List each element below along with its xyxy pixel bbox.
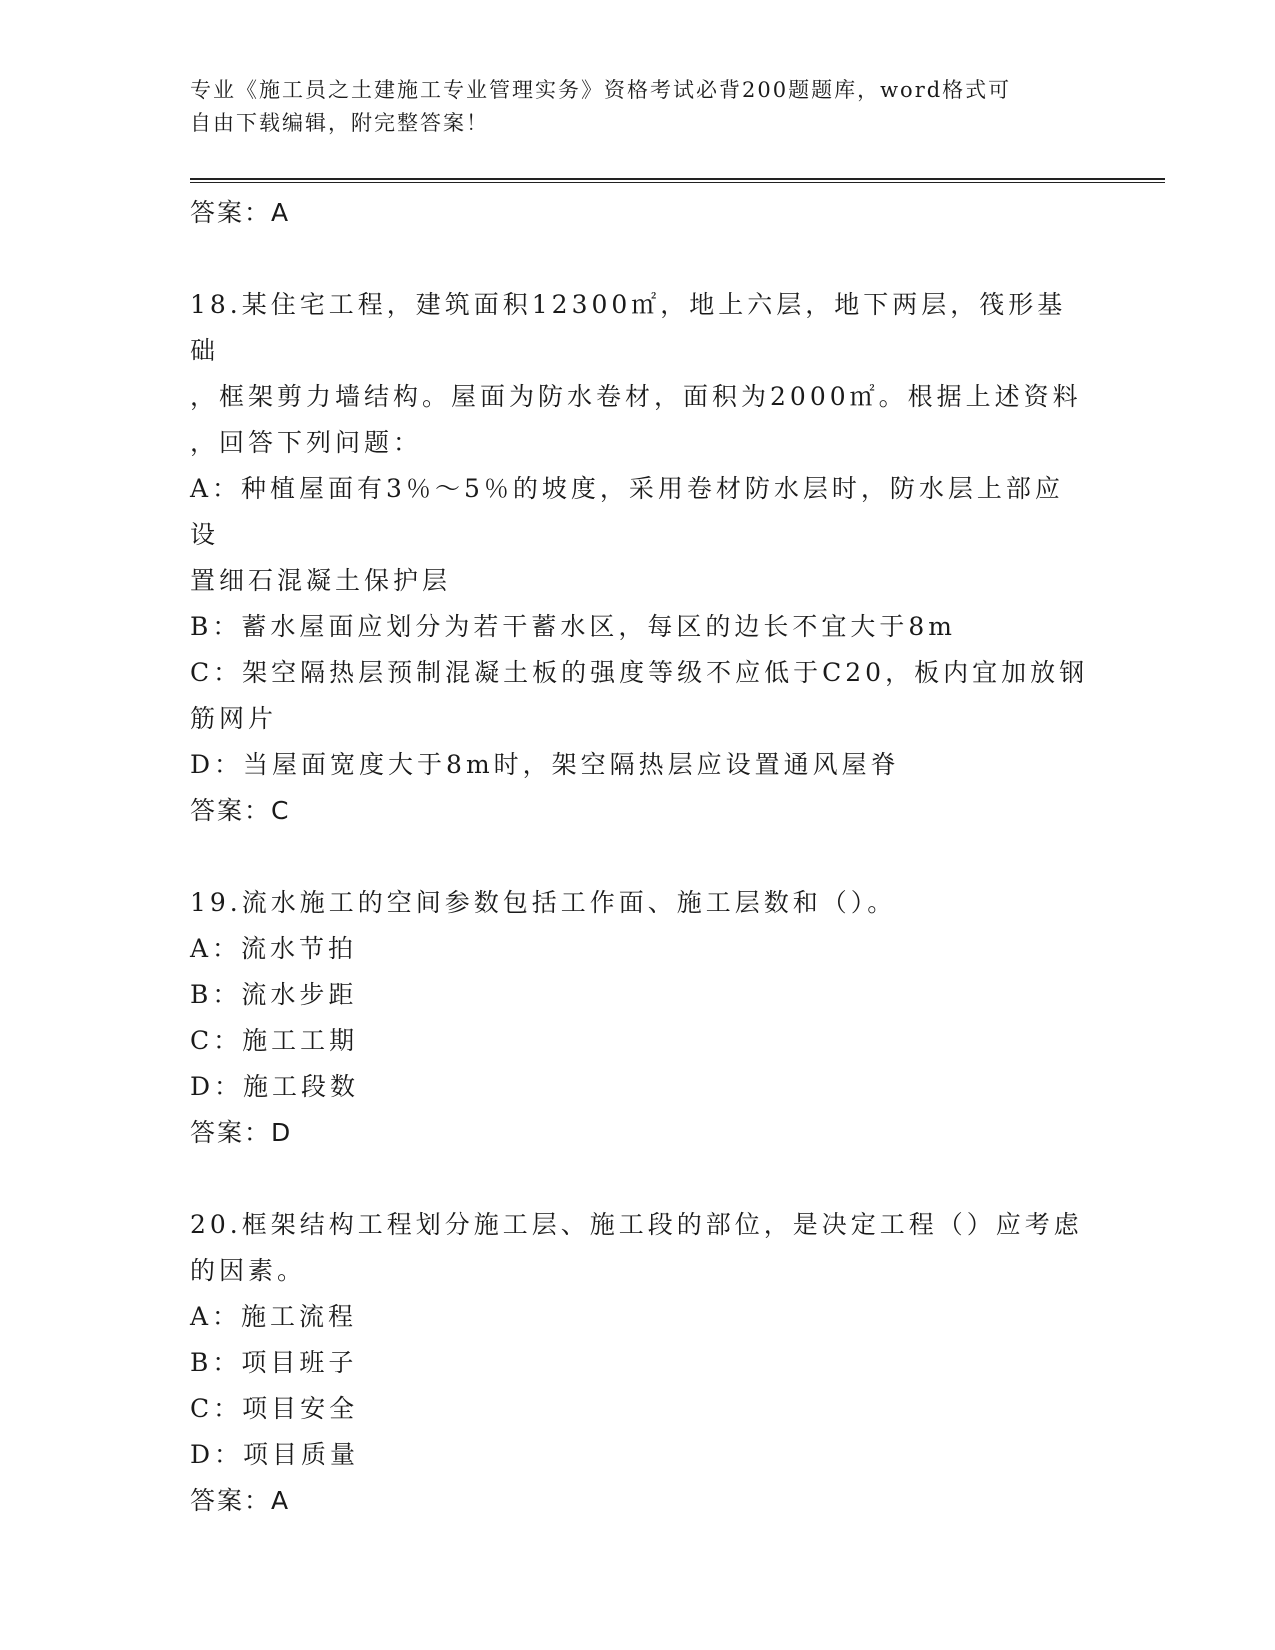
question-20-stem-line-2: 的因素。	[190, 1256, 307, 1285]
answer-20: 答案：A	[190, 1486, 291, 1515]
question-18-stem-line-2: ，框架剪力墙结构。屋面为防水卷材，面积为2000㎡。根据上述资料	[190, 382, 1082, 411]
question-18-stem-line-3: ，回答下列问题：	[190, 428, 423, 457]
answer-19: 答案：D	[190, 1118, 293, 1147]
header-line-1: 专业《施工员之土建施工专业管理实务》资格考试必背200题题库，word格式可	[190, 78, 1012, 102]
question-20-option-d: D：项目质量	[190, 1440, 360, 1469]
question-20-option-b: B：项目班子	[190, 1348, 358, 1377]
question-19-option-c: C：施工工期	[190, 1026, 359, 1055]
page-header	[190, 74, 1090, 140]
question-18-option-b: B：蓄水屋面应划分为若干蓄水区，每区的边长不宜大于8m	[190, 612, 956, 641]
header-divider	[190, 178, 1165, 183]
question-18-option-a-line-2: 置细石混凝土保护层	[190, 566, 452, 595]
question-20-option-a: A：施工流程	[190, 1302, 358, 1331]
question-18-stem-line-1: 18.某住宅工程，建筑面积12300㎡，地上六层，地下两层，筏形基础	[190, 290, 1067, 365]
question-18-option-c-line-2: 筋网片	[190, 704, 278, 733]
question-20-option-c: C：项目安全	[190, 1394, 359, 1423]
document-body	[190, 190, 1090, 1524]
question-19-option-b: B：流水步距	[190, 980, 358, 1009]
question-20	[190, 1202, 1090, 1524]
answer-18: 答案：C	[190, 796, 291, 825]
question-19-stem: 19.流水施工的空间参数包括工作面、施工层数和（）。	[190, 888, 897, 917]
answer-17: 答案：A	[190, 198, 291, 227]
question-18-option-d: D：当屋面宽度大于8m时，架空隔热层应设置通风屋脊	[190, 750, 900, 779]
question-18-option-a-line-1: A：种植屋面有3％～5％的坡度，采用卷材防水层时，防水层上部应设	[190, 474, 1064, 549]
header-line-2: 自由下载编辑，附完整答案！	[190, 111, 489, 135]
question-18-option-c-line-1: C：架空隔热层预制混凝土板的强度等级不应低于C20，板内宜加放钢	[190, 658, 1089, 687]
question-19-option-a: A：流水节拍	[190, 934, 358, 963]
question-18	[190, 282, 1090, 834]
question-19	[190, 880, 1090, 1156]
question-20-stem-line-1: 20.框架结构工程划分施工层、施工段的部位，是决定工程（）应考虑	[190, 1210, 1083, 1239]
question-19-option-d: D：施工段数	[190, 1072, 360, 1101]
